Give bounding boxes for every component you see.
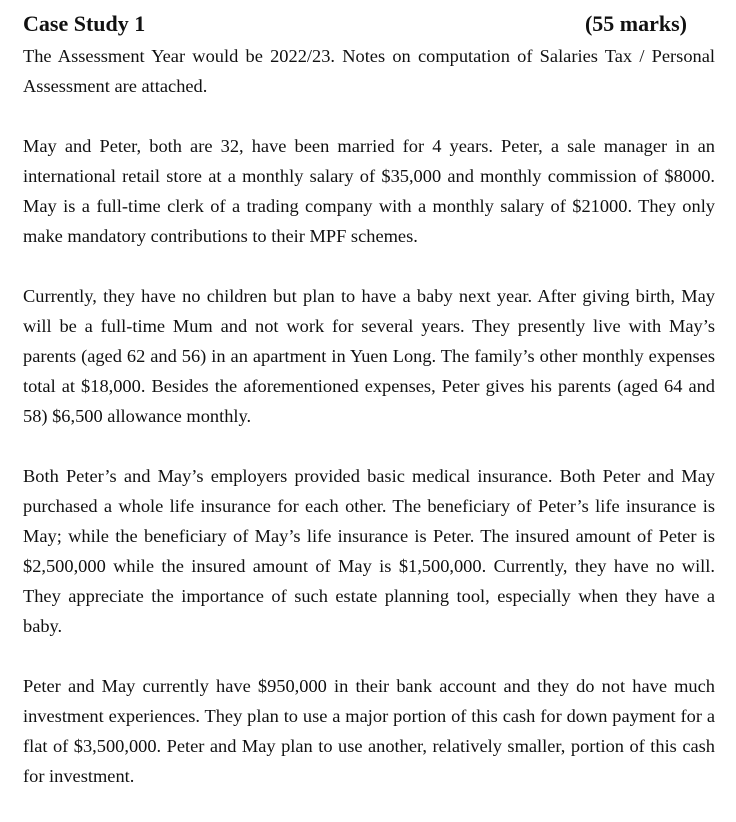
paragraph-savings: Peter and May currently have $950,000 in their bank account and they do not have much investment experiences. They plan to use a major portion of this cash for down payment for a flat of $3,500,000. Peter and May plan to use another, relatively smaller, portion of this cash for investment.: [23, 676, 715, 786]
marks-label: (55 marks): [584, 11, 687, 36]
paragraph-background: May and Peter, both are 32, have been married for 4 years. Peter, a sale manager in an international retail store at a monthly salary of $35,000 and monthly commission of $8000. May is a full-time clerk of a trading company with a monthly salary of $21000. They only make mandatory contributions to their MPF schemes.: [23, 136, 715, 246]
paragraph-assessment-year: The Assessment Year would be 2022/23. Notes on computation of Salaries Tax / Personal Assessment are attached.: [23, 46, 715, 96]
case-study-heading: [23, 8, 715, 40]
case-study-title: Case Study 1: [23, 11, 146, 36]
paragraph-family-plans: Currently, they have no children but plan to have a baby next year. After giving birth, May will be a full-time Mum and not work for several years. They presently live with May’s parents (aged 62 and 56) in an apartment in Yuen Long. The family’s other monthly expenses total at $18,000. Besides the aforementioned expenses, Peter gives his parents (aged 64 and 58) $6,500 allowance monthly.: [23, 286, 715, 426]
paragraph-insurance: Both Peter’s and May’s employers provided basic medical insurance. Both Peter and May purchased a whole life insurance for each other. The beneficiary of Peter’s life insurance is May; while the beneficiary of May’s life insurance is Peter. The insured amount of Peter is $2,500,000 while the insured amount of May is $1,500,000. Currently, they have no will. They appreciate the importance of such estate planning tool, especially when they have a baby.: [23, 466, 715, 636]
document-page: [23, 8, 715, 791]
